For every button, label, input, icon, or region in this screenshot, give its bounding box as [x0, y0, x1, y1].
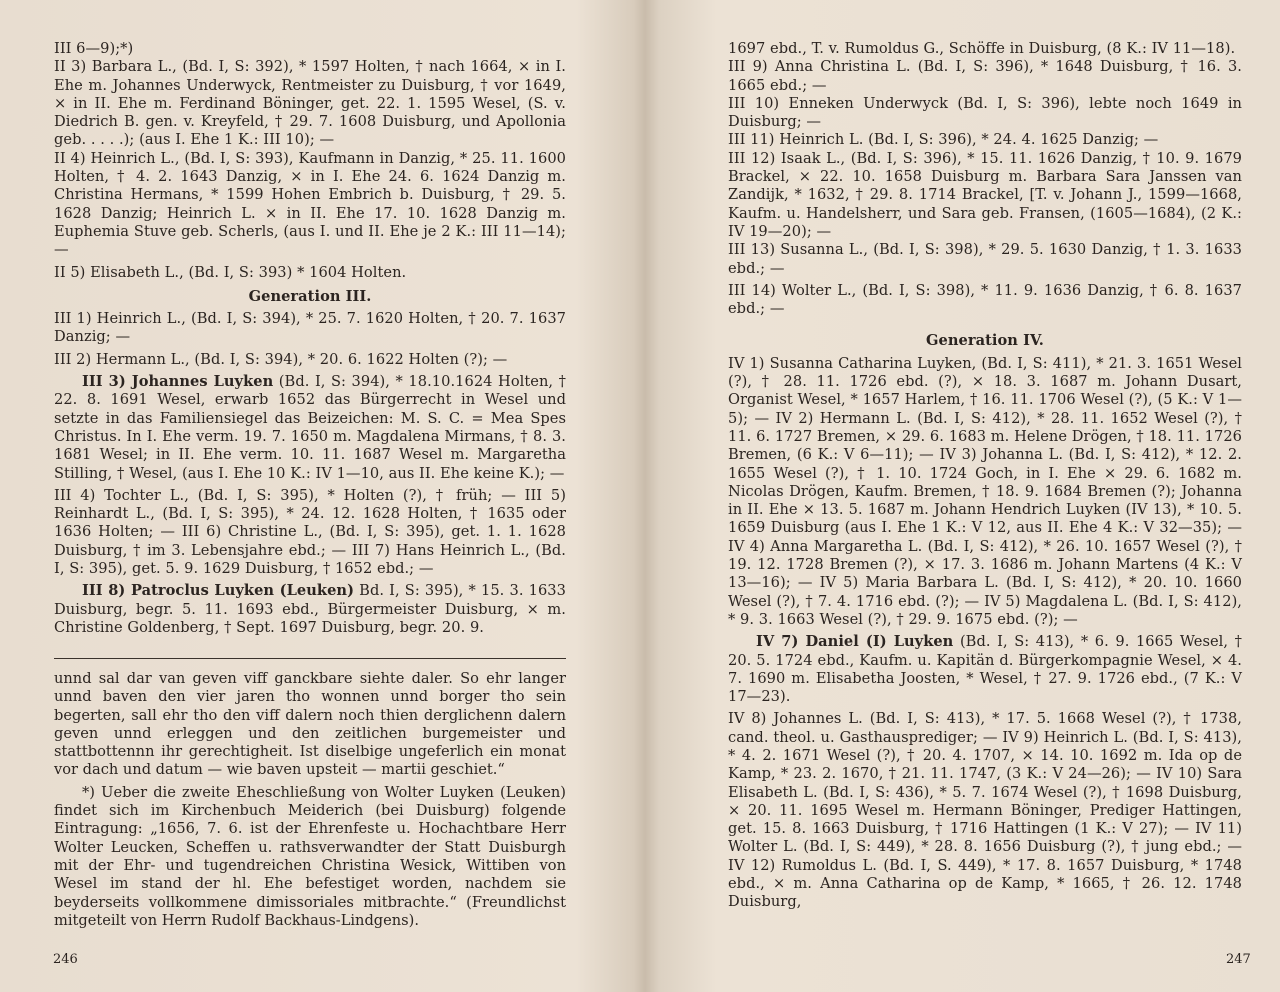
page-number: 247: [1226, 952, 1251, 967]
page-number: 246: [53, 952, 78, 967]
footnote-block: [54, 670, 566, 930]
entry-name: III 3) Johannes Luyken: [82, 373, 274, 391]
entry-wolter: III 14) Wolter L., (Bd. I, S: 398), * 11. 9. 1636 Danzig, † 6. 8. 1637 ebd.; —: [728, 281, 1242, 318]
entry-text: Bd. I, S: 395), * 15. 3. 1633 Duisburg, begr. 5. 11. 1693 ebd., Bürgermeister Duisburg, × m. Christine Goldenberg, † Sept. 1697 Duisburg, begr. 20. 9.: [54, 582, 566, 636]
entry-anna-christina: III 9) Anna Christina L. (Bd. I, S: 396), * 1648 Duisburg, † 16. 3. 1665 ebd.; —: [728, 58, 1242, 94]
entry-johannes: [54, 373, 566, 483]
footnote-text: *) Ueber die zweite Eheschließung von Wolter Luyken (Leuken) findet sich im Kirchenbuch Meiderich (bei Duisburg) folgende Eintragung: „1656, 7. 6. ist der Ehrenfeste u. Hochachtbare Herr Wolter Leucken, Scheffen u. rathsverwandter der Statt Duisburgh mit der Ehr- und tugendreichen Christina Wesick, Wittiben von Wesel im stand der hl. Ehe befestiget worden, nachdem sie beyderseits vollkommene dimissoriales mitbrachte.“ (Freundlichst mitgeteilt von Herrn Rudolf Backhaus-Lindgens).: [54, 783, 566, 929]
entry-iv8: IV 8) Johannes L. (Bd. I, S: 413), * 17. 5. 1668 Wesel (?), † 1738, cand. theol. u. Gasthausprediger; — IV 9) Heinrich L. (Bd. I, S: 413), * 4. 2. 1671 Wesel (?), † 20. 4. 1707, × 14. 10. 1692 m. Ida op de Kamp, * 23. 2. 1670, † 21. 11. 1747, (3 K.: V 24—26); — IV 10) Sara Elisabeth L. (Bd. I, S: 436), * 5. 7. 1674 Wesel (?), † 1698 Duisburg, × 20. 11. 1695 Wesel m. Hermann Böninger, Prediger Hattingen, get. 15. 8. 1663 Duisburg, † 1716 Hattingen (1 K.: V 27); — IV 11) Wolter L. (Bd. I, S: 449), * 28. 8. 1656 Duisburg (?), † jung ebd.; — IV 12) Rumoldus L. (Bd. I, S. 449), * 17. 8. 1657 Duisburg, * 1748 ebd., × m. Anna Catharina op de Kamp, * 1665, † 26. 12. 1748 Duisburg,: [728, 710, 1242, 911]
entry-text: (Bd. I, S: 394), * 18.10.1624 Holten, † 22. 8. 1691 Wesel, erwarb 1652 das Bürgerrecht in Wesel und setzte in das Familiensiegel das Beizeichen: M. S. C. = Mea Spes Christus. In I. Ehe verm. 19. 7. 1650 m. Magdalena Mirmans, † 8. 3. 1681 Wesel; in II. Ehe verm. 10. 11. 1687 Wesel m. Margaretha Stilling, † Wesel, (aus I. Ehe 10 K.: IV 1—10, aus II. Ehe keine K.); —: [54, 373, 567, 482]
generation-heading: Generation III.: [248, 287, 372, 305]
entry-heinrich: II 4) Heinrich L., (Bd. I, S: 393), Kaufmann in Danzig, * 25. 11. 1600 Holten, † 4. 2. 1643 Danzig, × in I. Ehe 24. 6. 1624 Danzig m. Christina Hermans, * 1599 Hohen Embrich b. Duisburg, † 29. 5. 1628 Danzig; Heinrich L. × in II. Ehe 17. 10. 1628 Danzig m. Euphemia Stuve geb. Scherls, (aus I. und II. Ehe je 2 K.: III 11—14); —: [54, 149, 566, 259]
right-page: [640, 0, 1280, 992]
entry-name: III 8) Patroclus Luyken (Leuken): [82, 582, 355, 600]
entry-susanna: III 13) Susanna L., (Bd. I, S: 398), * 29. 5. 1630 Danzig, † 1. 3. 1633 ebd.; —: [728, 241, 1242, 277]
left-text-block: [54, 40, 566, 637]
entry-gen4: IV 1) Susanna Catharina Luyken, (Bd. I, S: 411), * 21. 3. 1651 Wesel (?), † 28. 11. 1726 ebd. (?), × 18. 3. 1687 m. Johann Dusart, Organist Wesel, * 1657 Harlem, † 16. 11. 1706 Wesel (?), (5 K.: V 1—5); — IV 2) Hermann L. (Bd. I, S: 412), * 28. 11. 1652 Wesel (?), † 11. 6. 1727 Bremen, × 29. 6. 1683 m. Helene Drögen, † 18. 11. 1726 Bremen, (6 K.: V 6—11); — IV 3) Johanna L. (Bd. I, S: 412), * 12. 2. 1655 Wesel (?), † 1. 10. 1724 Goch, in I. Ehe × 29. 6. 1682 m. Nicolas Drögen, Kaufm. Bremen, † 18. 9. 1684 Bremen (?); Johanna in II. Ehe × 13. 5. 1687 m. Johann Hendrich Luyken (IV 13), * 10. 5. 1659 Duisburg (aus I. Ehe 1 K.: V 12, aus II. Ehe 4 K.: V 32—35); — IV 4) Anna Margaretha L. (Bd. I, S: 412), * 26. 10. 1657 Wesel (?), † 19. 12. 1728 Bremen (?), × 17. 3. 1686 m. Johann Martens (4 K.: V 13—16); — IV 5) Maria Barbara L. (Bd. I, S: 412), * 20. 10. 1660 Wesel (?), † 7. 4. 1716 ebd. (?); — IV 5) Magdalena L. (Bd. I, S: 412), * 9. 3. 1663 Wesel (?), † 29. 9. 1675 ebd. (?); —: [728, 354, 1242, 628]
text-line: 1697 ebd., T. v. Rumoldus G., Schöffe in Duisburg, (8 K.: IV 11—18).: [728, 40, 1236, 57]
entry-daniel: [728, 633, 1242, 706]
entry-elisabeth: II 5) Elisabeth L., (Bd. I, S: 393) * 1604 Holten.: [54, 263, 407, 281]
entry-heinrich-iii11: III 11) Heinrich L. (Bd. I, S: 396), * 24. 4. 1625 Danzig; —: [728, 131, 1159, 149]
entry-enneken: III 10) Enneken Underwyck (Bd. I, S: 396), lebte noch 1649 in Duisburg; —: [728, 94, 1242, 131]
entry-gen3-2: III 2) Hermann L., (Bd. I, S: 394), * 20. 6. 1622 Holten (?); —: [54, 350, 508, 368]
entry-isaak: III 12) Isaak L., (Bd. I, S: 396), * 15. 11. 1626 Danzig, † 10. 9. 1679 Brackel, × 22. 10. 1658 Duisburg m. Barbara Sara Janssen van Zandijk, * 1632, † 29. 8. 1714 Brackel, [T. v. Johann J., 1599—1668, Kaufm. u. Handelsherr, und Sara geb. Fransen, (1605—1684), (2 K.: IV 19—20); —: [728, 149, 1242, 240]
footnote-divider: [54, 658, 566, 659]
entry-tochter: III 4) Tochter L., (Bd. I, S: 395), * Holten (?), † früh; — III 5) Reinhardt L., (Bd. I, S: 395), * 24. 12. 1628 Holten, † 1635 oder 1636 Holten; — III 6) Christine L., (Bd. I, S: 395), get. 1. 1. 1628 Duisburg, † im 3. Lebensjahre ebd.; — III 7) Hans Heinrich L., (Bd. I, S: 395), get. 5. 9. 1629 Duisburg, † 1652 ebd.; —: [54, 486, 566, 578]
entry-gen3-1: III 1) Heinrich L., (Bd. I, S: 394), * 25. 7. 1620 Holten, † 20. 7. 1637 Danzig; —: [54, 310, 566, 346]
generation-heading: Generation IV.: [926, 332, 1044, 350]
entry-name: IV 7) Daniel (I) Luyken: [756, 633, 954, 651]
text-line: III 6—9);*): [54, 40, 134, 57]
entry-patroclus: [54, 582, 566, 637]
entry-text: (Bd. I, S: 413), * 6. 9. 1665 Wesel, † 20. 5. 1724 ebd., Kaufm. u. Kapitän d. Bürgerkompagnie Wesel, × 4. 7. 1690 m. Elisabetha Joosten, * Wesel, † 27. 9. 1726 ebd., (7 K.: V 17—23).: [728, 633, 1243, 706]
footnote-quote: unnd sal dar van geven viff ganckbare siehte daler. So ehr langer unnd baven den vier jaren tho wonnen unnd borger tho sein begerten, sall ehr tho den viff dalern noch thien derglichenn dalern geven unnd erleggen und den zeitlichen burgemeister und stattbottennn ihr gerechtigheit. Ist diselbige ungeferlich ein monat vor dach und datum — wie baven upsteit — martii geschiet.“: [54, 670, 566, 779]
right-text-block: [728, 40, 1242, 912]
entry-barbara: II 3) Barbara L., (Bd. I, S: 392), * 1597 Holten, † nach 1664, × in I. Ehe m. Johannes Underwyck, Rentmeister zu Duisburg, † vor 1649, × in II. Ehe m. Ferdinand Böninger, get. 22. 1. 1595 Wesel, (S. v. Diedrich B. gen. v. Kreyfeld, † 29. 7. 1608 Duisburg, und Apollonia geb. . . . .); (aus I. Ehe 1 K.: III 10); —: [54, 58, 566, 149]
